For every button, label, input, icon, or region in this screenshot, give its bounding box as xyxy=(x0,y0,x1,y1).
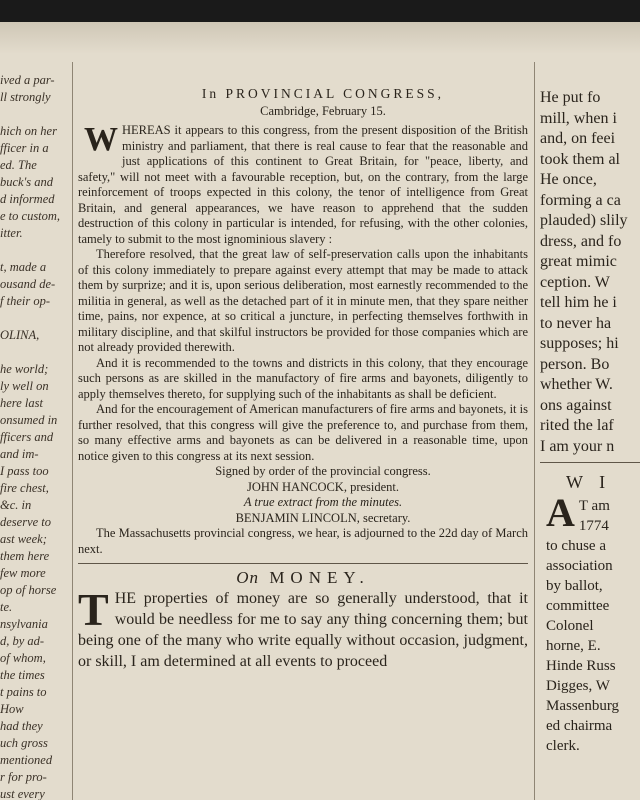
column-line: ll strongly xyxy=(0,90,51,104)
column-line: took them al xyxy=(540,150,620,168)
column-line: OLINA, xyxy=(0,328,40,342)
column-line: onsumed in xyxy=(0,413,58,427)
column-line: T am xyxy=(578,498,610,514)
section-heading: In PROVINCIAL CONGRESS, xyxy=(201,86,445,101)
column-line: Colonel xyxy=(546,618,594,634)
money-essay: THE properties of money are so generally understood, that it would be needless for me to say any thing concerning them; but being one of the many who write equally without occasion, judgment, or skill, I am determined at all events to proceed xyxy=(78,583,528,670)
column-line: ly well on xyxy=(0,379,49,393)
column-line: plauded) slily xyxy=(540,212,628,229)
column-line: How xyxy=(0,702,24,716)
column-line: had they xyxy=(0,719,43,733)
column-line: supposes; hi xyxy=(540,335,619,352)
right-lower-lines xyxy=(546,490,640,756)
column-line: Digges, W xyxy=(546,678,610,694)
column-line: te. xyxy=(0,600,13,614)
column-line: to chuse a xyxy=(546,538,606,554)
column-line: d, by ad- xyxy=(0,634,45,648)
column-line: Hinde Russ xyxy=(546,658,616,674)
column-line xyxy=(0,310,72,327)
column-line: rited the laf xyxy=(540,417,614,434)
drop-cap-t: T xyxy=(78,583,109,635)
column-line: I pass too xyxy=(0,464,49,478)
column-line: ived a par- xyxy=(0,73,55,87)
column-line: he world; xyxy=(0,362,49,376)
column-line: person. Bo xyxy=(540,355,610,373)
column-line: He put fo xyxy=(540,89,601,106)
column-line: ed chairma xyxy=(546,718,613,734)
hancock-signature: JOHN HANCOCK, president. xyxy=(246,479,400,494)
column-line: forming a ca xyxy=(540,191,621,209)
right-section-heading: W I xyxy=(566,472,612,492)
resolution-paragraph-1: WHEREAS it appears to this congress, from the present disposition of the British ministry and parliament, that there is real cause to fear that the reasonable and just applications of this continent to Great Britain, for "peace, liberty, and safety," will not meet with a favourable reception, but, on the contrary, from the large reinforcement of troops expected in this colony, the tenor of intelligence from Great Britain, and general appearances, we have reason to apprehend that the sudden destruction of this colony in particular is intended, for refusing, with the other colonies, tamely to submit to the most ignominious slavery : xyxy=(78,121,528,246)
column-line: and, on feei xyxy=(540,130,616,147)
extract-line: A true extract from the minutes. xyxy=(243,495,403,509)
column-line: hich on her xyxy=(0,124,57,138)
column-line: f their op- xyxy=(0,294,50,308)
center-column xyxy=(78,86,528,672)
dateline: Cambridge, February 15. xyxy=(260,103,386,118)
column-line: &c. in xyxy=(0,498,32,512)
column-line: ception. W xyxy=(540,273,610,291)
right-column-fragment xyxy=(540,88,640,457)
column-line: op of horse xyxy=(0,583,57,597)
section-divider xyxy=(78,563,528,564)
resolution-paragraph-4: And for the encouragement of American manufacturers of fire arms and bayonets, it is further resolved, that this congress will give the preference to, and purchase from them, so many effective arms and bayonets as can be delivered in a reasonable time, upon notice given to this congress at its next session. xyxy=(78,402,528,463)
page-fold-shadow xyxy=(0,22,640,54)
column-line: buck's and xyxy=(0,175,54,189)
column-line: few more xyxy=(0,566,46,580)
column-rule-right xyxy=(534,62,535,800)
newspaper-page xyxy=(0,22,640,800)
column-line: Massenburg xyxy=(546,698,620,714)
column-line: fficers and xyxy=(0,430,54,444)
column-line: mill, when i xyxy=(540,109,617,127)
column-line: ast week; xyxy=(0,532,47,546)
column-line: d informed xyxy=(0,192,55,206)
column-line: 1774 xyxy=(578,518,609,534)
column-line: whether W. xyxy=(540,376,613,393)
right-column-lower xyxy=(546,472,640,756)
column-line: association xyxy=(546,558,613,574)
column-line xyxy=(0,242,72,259)
column-line: great mimic xyxy=(540,253,617,270)
column-line: by ballot, xyxy=(546,578,603,594)
column-line: fficer in a xyxy=(0,141,49,155)
column-line: here last xyxy=(0,396,43,410)
column-line: deserve to xyxy=(0,515,52,529)
column-line: committee xyxy=(546,598,610,614)
column-line xyxy=(0,106,72,123)
column-line: mentioned xyxy=(0,753,53,767)
column-line: ust every xyxy=(0,787,45,800)
left-column-fragment xyxy=(0,72,72,800)
column-line: ons against xyxy=(540,396,612,414)
column-line: clerk. xyxy=(546,738,580,754)
column-line: to never ha xyxy=(540,314,612,332)
column-line xyxy=(0,344,72,361)
column-line: itter. xyxy=(0,226,23,240)
column-line: fire chest, xyxy=(0,481,49,495)
column-line: and im- xyxy=(0,447,39,461)
column-line: horne, E. xyxy=(546,638,601,654)
resolution-paragraph-3: And it is recommended to the towns and districts in this colony, that they encourage such persons as are skilled in the manufactory of fire arms and bayonets, diligently to apply themselves thereto, for supplying such of the inhabitants as shall be deficient. xyxy=(78,355,528,401)
column-line: r for pro- xyxy=(0,770,47,784)
column-rule-left xyxy=(72,62,73,800)
column-line: ousand de- xyxy=(0,277,56,291)
column-line: ed. The xyxy=(0,158,37,172)
column-line: the times xyxy=(0,668,45,682)
column-line: He once, xyxy=(540,171,597,188)
right-section-divider xyxy=(540,462,640,463)
lincoln-signature: BENJAMIN LINCOLN, secretary. xyxy=(235,510,411,525)
resolution-paragraph-2: Therefore resolved, that the great law of self-preservation calls upon the inhabitants of this colony immediately to prepare against every attempt that may be made to attack them by surprize; and it is, upon serious deliberation, most earnestly recommended to the militia in general, as well as the detached part of it in minute men, that they spare neither time, pains, nor expence, at so critical a juncture, in perfecting themselves forthwith in military discipline, and that skilful instructors be provided for those companies which are not already provided therewith. xyxy=(78,247,528,354)
column-line: uch gross xyxy=(0,736,48,750)
column-line: of whom, xyxy=(0,651,46,665)
column-line: t, made a xyxy=(0,260,47,274)
drop-cap-a: A xyxy=(546,490,575,535)
column-line: e to custom, xyxy=(0,209,61,223)
column-line: t pains to xyxy=(0,685,47,699)
column-line: dress, and fo xyxy=(540,232,622,250)
money-heading: On MONEY. xyxy=(236,568,370,587)
drop-cap: W xyxy=(84,121,118,158)
column-line: them here xyxy=(0,549,50,563)
signed-by-line: Signed by order of the provincial congress. xyxy=(215,464,431,478)
column-line: I am your n xyxy=(540,437,615,455)
adjournment-notice: The Massachusetts provincial congress, we hear, is adjourned to the 22d day of March next. xyxy=(78,526,528,556)
column-line: tell him he i xyxy=(540,294,617,311)
column-line: nsylvania xyxy=(0,617,48,631)
